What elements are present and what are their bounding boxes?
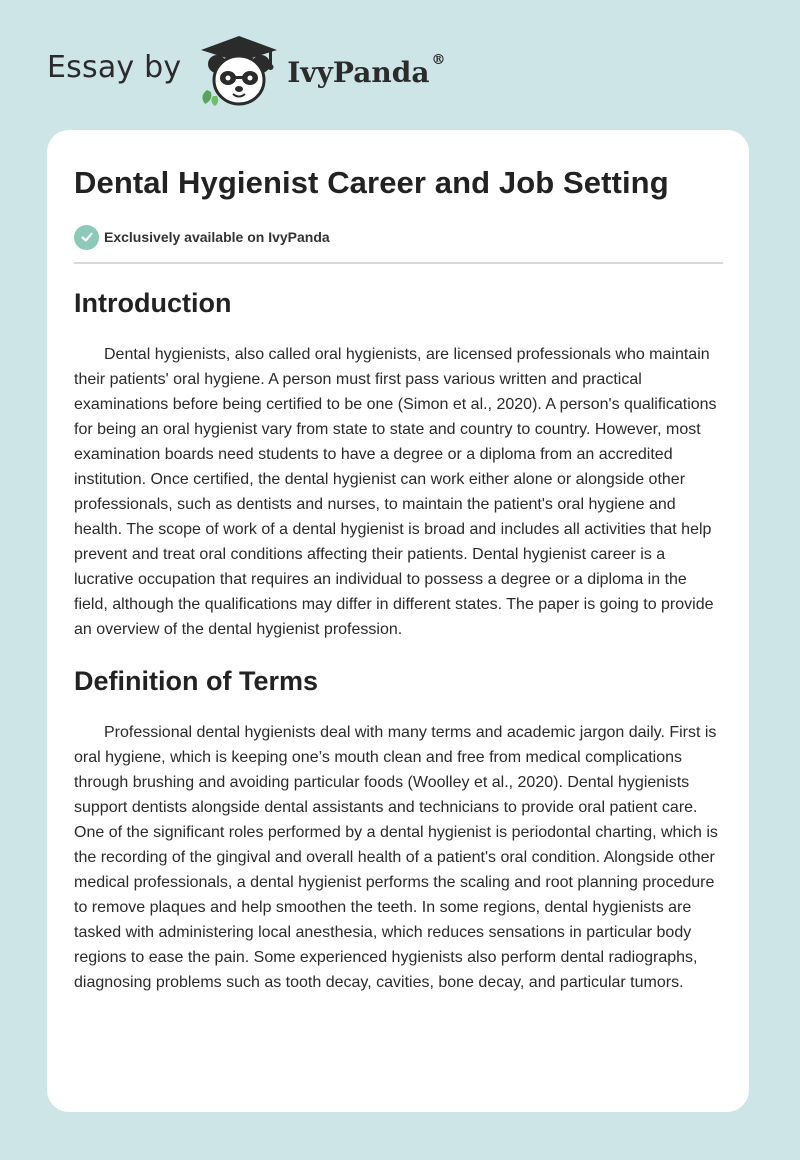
- brand-prefix: Essay by: [47, 49, 182, 85]
- exclusive-badge-text: Exclusively available on IvyPanda: [104, 229, 330, 245]
- section-paragraph-definition-of-terms: Professional dental hygienists deal with many terms and academic jargon daily. First is oral hygiene, which is keeping one’s mouth clean and free from medical complications through brushing and avoiding particular foods (Woolley et al., 2020). Dental hygienists support dentists alongside dental assistants and technicians to provide oral patient care. One of the significant roles performed by a dental hygienist is periodontal charting, which is the recording of the gingival and overall health of a patient's oral condition. Alongside other medical professionals, a dental hygienist performs the scaling and root planning procedure to remove plaques and help smoothen the teeth. In some regions, dental hygienists are tasked with administering local anesthesia, which reduces sensations in particular body regions to ease the pain. Some experienced hygienists also perform dental radiographs, diagnosing problems such as tooth decay, cavities, bone decay, and particular tumors.: [74, 724, 718, 991]
- section-paragraph-introduction: Dental hygienists, also called oral hygienists, are licensed professionals who maintain their patients' oral hygiene. A person must first pass various written and practical examinations before being certified to be one (Simon et al., 2020). A person's qualifications for being an oral hygienist vary from state to state and country to country. However, most examination boards need students to have a degree or a diploma from an accredited institution. Once certified, the dental hygienist can work either alone or alongside other professionals, such as dentists and nurses, to maintain the patient's oral hygiene and health. The scope of work of a dental hygienist is broad and includes all activities that help prevent and treat oral conditions affecting their patients. Dental hygienist career is a lucrative occupation that requires an individual to possess a degree or a diploma in the field, although the qualifications may differ in different states. The paper is going to provide an overview of the dental hygienist profession.: [74, 346, 717, 638]
- exclusive-badge: [74, 224, 723, 250]
- essay-card: [47, 130, 749, 1112]
- check-icon: [74, 225, 99, 250]
- registered-mark: ®: [431, 51, 446, 68]
- page-title: Dental Hygienist Career and Job Setting: [74, 165, 669, 200]
- section-heading-definition-of-terms: Definition of Terms: [74, 666, 319, 696]
- divider: [74, 262, 723, 264]
- section-heading-introduction: Introduction: [74, 288, 232, 318]
- brand-logo[interactable]: [47, 34, 445, 108]
- brand-name: IvyPanda ®: [287, 51, 446, 89]
- panda-mascot-icon: [195, 34, 283, 108]
